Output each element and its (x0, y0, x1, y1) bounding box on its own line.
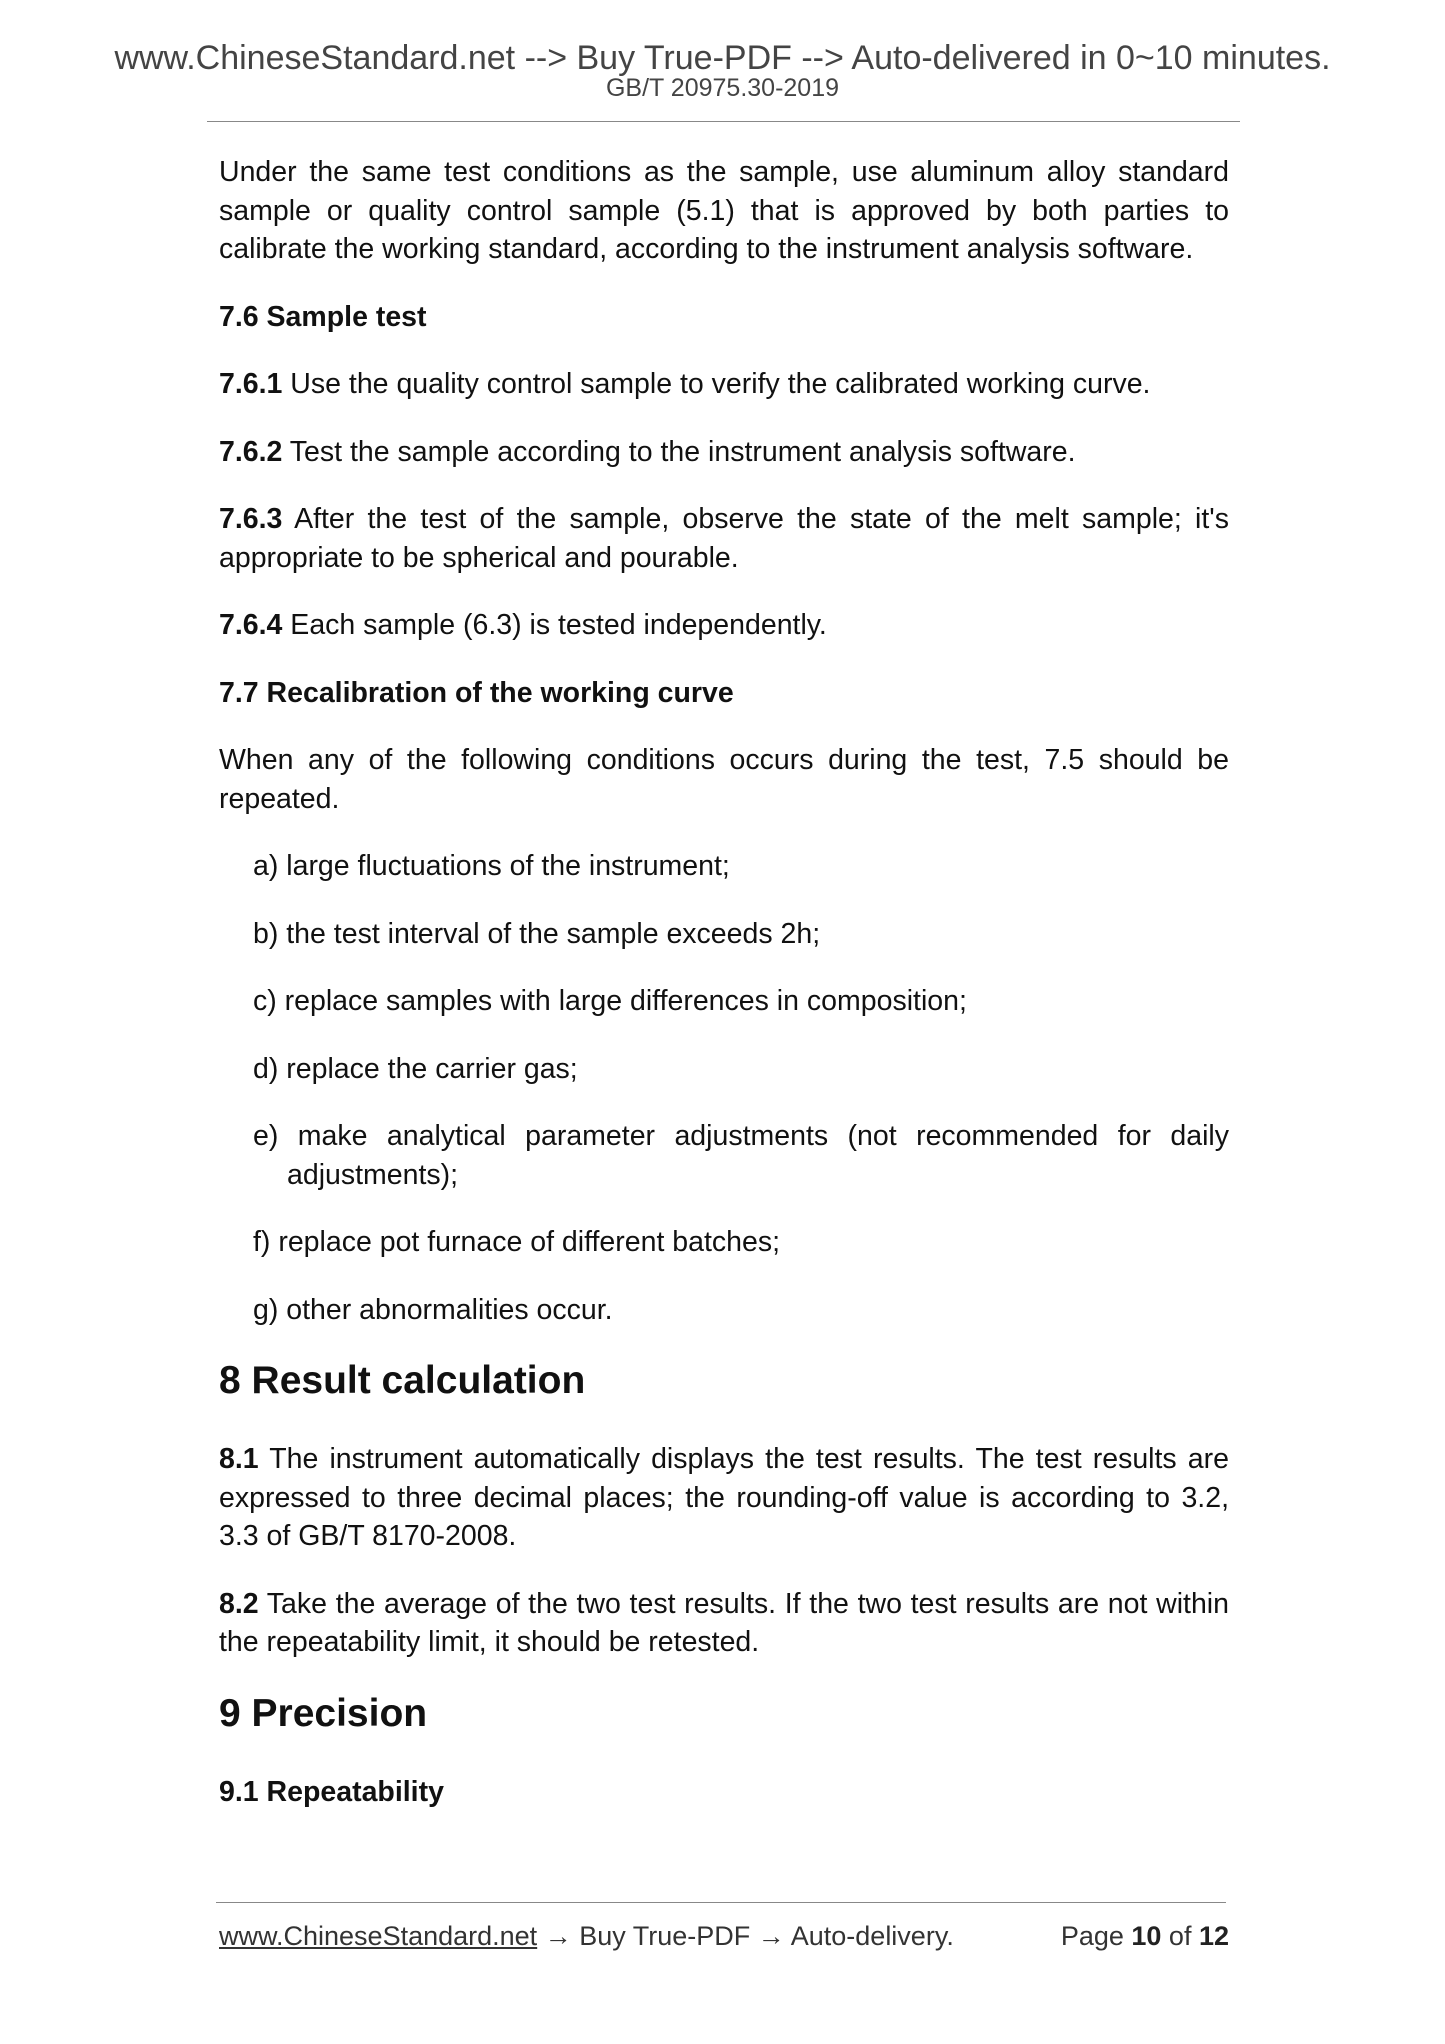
clause-7-6-2 (219, 433, 1229, 472)
clause-text: Test the sample according to the instrument analysis software. (282, 435, 1076, 468)
clause-7-7-intro: When any of the following conditions occurs during the test, 7.5 should be repeated. (219, 744, 1229, 815)
clause-text: Take the average of the two test results. If the two test results are not within the repeatability limit, it should be retested. (219, 1587, 1229, 1658)
page-content (219, 153, 1229, 1840)
heading-7-6: 7.6 Sample test (219, 300, 427, 333)
clause-text: After the test of the sample, observe the state of the melt sample; it's appropriate to be spherical and pourable. (219, 503, 1229, 574)
footer-left (219, 1918, 954, 1954)
clause-8-2 (219, 1585, 1229, 1662)
clause-text: The instrument automatically displays the test results. The test results are expressed to three decimal places; the rounding-off value is according to 3.2, 3.3 of GB/T 8170-2008. (219, 1443, 1229, 1552)
total-pages: 12 (1198, 1921, 1229, 1951)
page-footer (219, 1918, 1229, 1954)
list-item-c: c) replace samples with large differences in composition; (253, 985, 967, 1017)
heading-9-1: 9.1 Repeatability (219, 1775, 444, 1808)
page-indicator (1061, 1918, 1229, 1954)
doc-number: GB/T 20975.30-2019 (605, 74, 840, 102)
footer-tagline: → Buy True-PDF → Auto-delivery. (537, 1921, 954, 1951)
intro-paragraph: Under the same test conditions as the sample, use aluminum alloy standard sample or quality control sample (5.1) that is approved by both parties to calibrate the working standard, according to the instrument analysis software. (219, 156, 1229, 265)
header-divider (207, 121, 1240, 122)
clause-7-6-4 (219, 606, 1229, 645)
footer-divider (216, 1902, 1226, 1903)
site-link[interactable]: www.ChineseStandard.net (219, 1921, 538, 1951)
clause-number: 8.1 (219, 1443, 259, 1475)
list-item-e: e) make analytical parameter adjustments (not recommended for daily adjustments); (253, 1120, 1229, 1191)
of-label: of (1161, 1921, 1199, 1951)
clause-text: Use the quality control sample to verify the calibrated working curve. (282, 368, 1151, 400)
list-item-d: d) replace the carrier gas; (253, 1052, 578, 1085)
site-banner: www.ChineseStandard.net --> Buy True-PDF --> Auto-delivered in 0~10 minutes. (114, 39, 1331, 77)
heading-8: 8 Result calculation (219, 1359, 586, 1402)
heading-7-7: 7.7 Recalibration of the working curve (219, 676, 734, 709)
clause-number: 8.2 (219, 1587, 259, 1620)
clause-number: 7.6.3 (219, 503, 283, 535)
clause-number: 7.6.1 (219, 368, 283, 400)
clause-7-6-1 (219, 365, 1229, 404)
list-item-a: a) large fluctuations of the instrument; (253, 850, 730, 882)
current-page: 10 (1131, 1921, 1162, 1951)
list-item-f: f) replace pot furnace of different batches; (253, 1226, 781, 1258)
clause-7-6-3 (219, 500, 1229, 577)
list-item-g: g) other abnormalities occur. (253, 1293, 613, 1326)
clause-number: 7.6.4 (219, 609, 283, 641)
heading-9: 9 Precision (219, 1691, 428, 1735)
page-label: Page (1060, 1921, 1132, 1951)
clause-text: Each sample (6.3) is tested independently. (282, 609, 827, 641)
clause-number: 7.6.2 (219, 435, 283, 468)
list-item-b: b) the test interval of the sample exceeds 2h; (253, 917, 821, 950)
clause-8-1 (219, 1440, 1229, 1556)
